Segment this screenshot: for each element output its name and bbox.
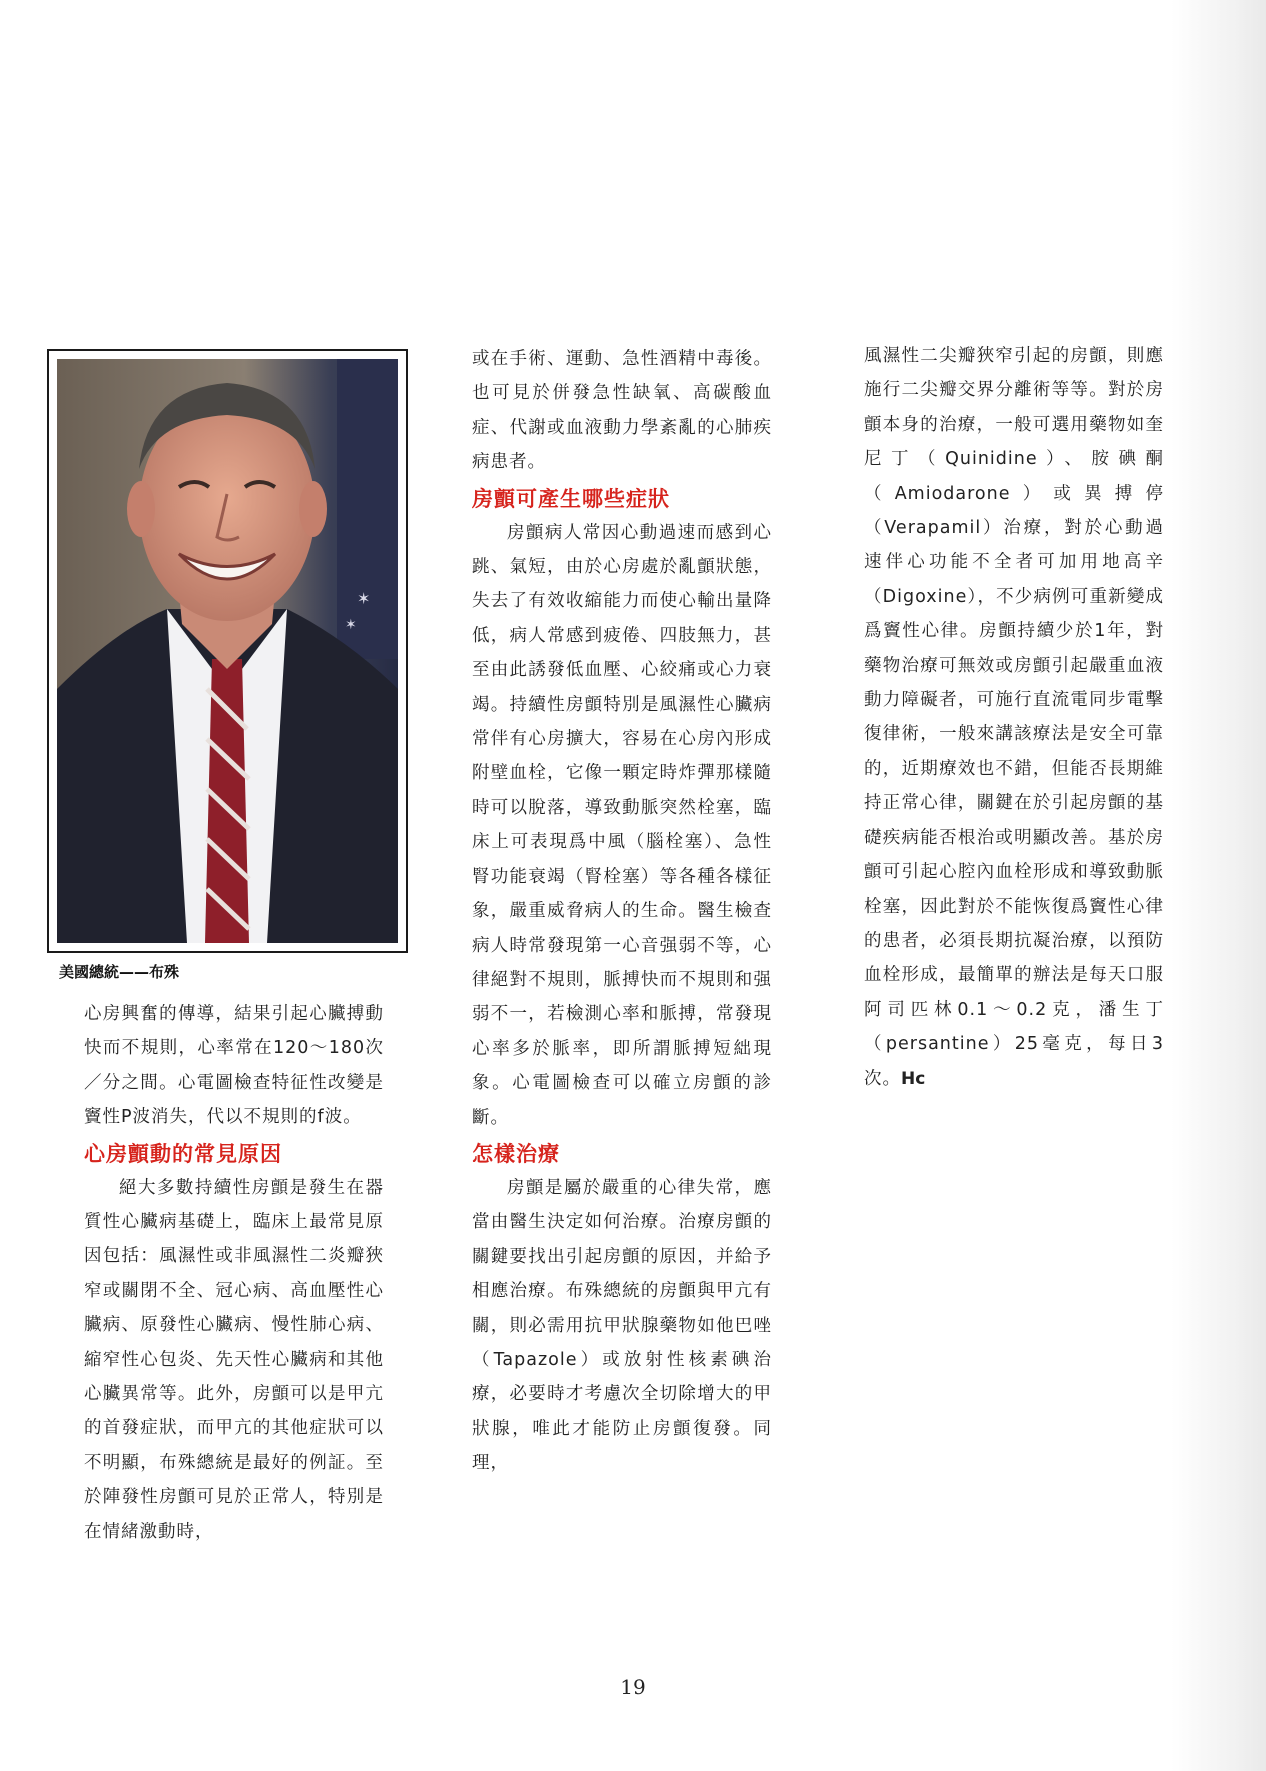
- paragraph: [864, 339, 1164, 1096]
- svg-text:✶: ✶: [345, 617, 357, 633]
- section-heading: 心房顫動的常見原因: [84, 1141, 282, 1166]
- paragraph: 心房興奮的傳導，結果引起心臟搏動快而不規則，心率常在120～180次／分之間。心電圖檢查特征性改變是竇性P波消失，代以不規則的f波。: [84, 1004, 384, 1128]
- photo-caption: 美國總統——布殊: [59, 963, 180, 981]
- article-column-2: [472, 342, 772, 1481]
- article-column-1: [84, 997, 384, 1549]
- svg-text:✶: ✶: [357, 589, 371, 608]
- page-edge-shading: [1171, 0, 1266, 1771]
- paragraph-text: 風濕性二尖瓣狹窄引起的房顫，則應施行二尖瓣交界分離術等等。對於房顫本身的治療，一般可選用藥物如奎尼丁（Quinidine）、胺碘酮（Amiodarone）或異搏停（Verapamil）治療，對於心動過速伴心功能不全者可加用地高辛（Digoxine），不少病例可重新變成爲竇性心律。房顫持續少於1年，對藥物治療可無效或房顫引起嚴重血液動力障礙者，可施行直流電同步電擊復律術，一般來講該療法是安全可靠的，近期療效也不錯，但能否長期維持正常心律，關鍵在於引起房顫的基礎疾病能否根治或明顯改善。基於房顫可引起心腔內血栓形成和導致動脈栓塞，因此對於不能恢復爲竇性心律的患者，必須長期抗凝治療，以預防血栓形成，最簡單的辦法是每天口服阿司匹林0.1～0.2克，潘生丁（persantine）25毫克，每日3次。: [864, 346, 1164, 1089]
- paragraph: 絕大多數持續性房顫是發生在器質性心臟病基礎上，臨床上最常見原因包括：風濕性或非風濕性二炎瓣狹窄或關閉不全、冠心病、高血壓性心臟病、原發性心臟病、慢性肺心病、縮窄性心包炎、先天性心臟病和其他心臟異常等。此外，房顫可以是甲亢的首發症狀，而甲亢的其他症狀可以不明顯，布殊總統是最好的例証。至於陣發性房顫可見於正常人，特別是在情緒激動時，: [84, 1177, 384, 1542]
- paragraph: 房顫病人常因心動過速而感到心跳、氣短，由於心房處於亂顫狀態，失去了有效收縮能力而使心輸出量降低，病人常感到疲倦、四肢無力，甚至由此誘發低血壓、心絞痛或心力衰竭。持續性房顫特別是風濕性心臟病常伴有心房擴大，容易在心房內形成附壁血栓，它像一顆定時炸彈那樣隨時可以脫落，導致動脈突然栓塞，臨床上可表現爲中風（腦栓塞）、急性腎功能衰竭（腎栓塞）等各種各樣征象，嚴重威脅病人的生命。醫生檢查病人時常發現第一心音强弱不等，心律絕對不規則，脈搏快而不規則和强弱不一，若檢測心率和脈搏，常發現心率多於脈率，即所謂脈搏短絀現象。心電圖檢查可以確立房顫的診斷。: [472, 522, 772, 1128]
- portrait-photo: [57, 359, 398, 943]
- section-heading: 房顫可產生哪些症狀: [472, 486, 670, 511]
- section-heading: 怎樣治療: [472, 1141, 560, 1166]
- portrait-photo-frame: [47, 349, 408, 953]
- paragraph: 或在手術、運動、急性酒精中毒後。也可見於併發急性缺氧、高碳酸血症、代謝或血液動力學紊亂的心肺疾病患者。: [472, 349, 772, 473]
- page-number: 19: [620, 1675, 646, 1699]
- portrait-illustration: [57, 359, 398, 943]
- end-mark: Hc: [901, 1068, 926, 1089]
- paragraph: 房顫是屬於嚴重的心律失常，應當由醫生決定如何治療。治療房顫的關鍵要找出引起房顫的原因，并給予相應治療。布殊總統的房顫與甲亢有關，則必需用抗甲狀腺藥物如他巴唑（Tapazole）或放射性核素碘治療，必要時才考慮次全切除增大的甲狀腺，唯此才能防止房顫復發。同理，: [472, 1177, 772, 1474]
- article-column-3: [864, 339, 1164, 1096]
